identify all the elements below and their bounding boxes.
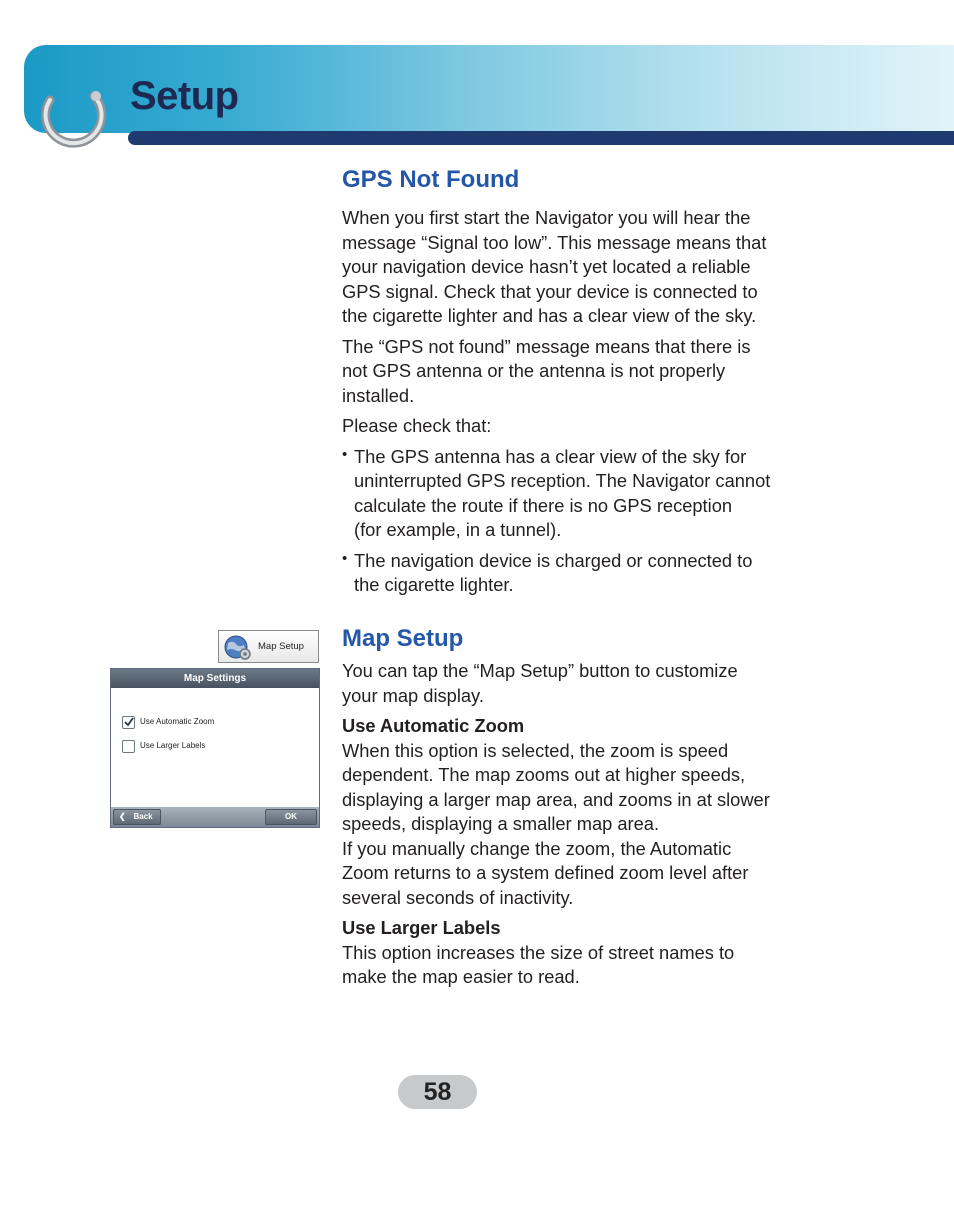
text-line: installed. xyxy=(342,384,415,406)
text-line: several seconds of inactivity. xyxy=(342,886,574,908)
text-line: your map display. xyxy=(342,684,484,706)
text-line: The navigation device is charged or connected to xyxy=(354,549,753,571)
text-line: When you first start the Navigator you will hear the xyxy=(342,207,751,228)
text-line: This option increases the size of street names to xyxy=(342,941,735,963)
text-line: the cigarette lighter and has a clear view of the sky. xyxy=(342,305,757,326)
text-line: displaying a larger map area, and zooms in at slower xyxy=(342,788,770,810)
check-list xyxy=(342,445,832,598)
text-line: make the map easier to read. xyxy=(342,966,580,987)
globe-settings-icon xyxy=(223,634,253,661)
gps-paragraph-1 xyxy=(342,206,832,329)
text-line: You can tap the “Map Setup” button to customize xyxy=(342,660,738,681)
back-button-label: Back xyxy=(133,812,153,821)
header-underline-bar xyxy=(128,131,954,145)
text-line: Zoom returns to a system defined zoom level after xyxy=(342,862,749,883)
subheading-larger-labels: Use Larger Labels xyxy=(342,917,501,938)
gps-not-found-section xyxy=(342,166,832,598)
map-intro xyxy=(342,659,832,708)
checkmark-icon xyxy=(123,716,135,728)
auto-zoom-description xyxy=(342,739,832,911)
list-item xyxy=(342,445,832,543)
ok-button[interactable]: OK xyxy=(265,809,317,825)
text-line: speeds, displaying a smaller map area. xyxy=(342,813,660,834)
checkbox-checked[interactable] xyxy=(122,716,135,729)
text-line: calculate the route if there is no GPS reception xyxy=(354,494,733,516)
map-settings-dialog xyxy=(110,668,320,828)
text-line: GPS signal. Check that your device is connected to xyxy=(342,280,758,302)
text-line: dependent. The map zooms out at higher speeds, xyxy=(342,764,746,785)
page-number: 58 xyxy=(398,1075,477,1109)
gps-paragraph-3: Please check that: xyxy=(342,415,492,436)
page-title: Setup xyxy=(130,74,239,118)
text-line: If you manually change the zoom, the Automatic xyxy=(342,837,732,859)
section-heading-gps: GPS Not Found xyxy=(342,166,520,193)
text-line: message “Signal too low”. This message means that xyxy=(342,231,767,253)
text-line: your navigation device hasn’t yet located a reliable xyxy=(342,256,751,277)
text-line: The “GPS not found” message means that there is xyxy=(342,335,751,357)
ring-binder-icon xyxy=(36,82,112,164)
option-label: Use Larger Labels xyxy=(140,741,206,750)
text-line: (for example, in a tunnel). xyxy=(354,519,562,540)
text-line: not GPS antenna or the antenna is not properly xyxy=(342,360,726,381)
text-line: When this option is selected, the zoom is speed xyxy=(342,739,729,761)
chevron-left-icon: ❮ xyxy=(119,812,126,821)
subheading-auto-zoom: Use Automatic Zoom xyxy=(342,715,525,736)
larger-labels-description xyxy=(342,941,832,990)
list-item xyxy=(342,549,832,598)
text-line: The GPS antenna has a clear view of the sky for xyxy=(354,445,747,467)
dialog-title: Map Settings xyxy=(111,669,319,688)
text-line: the cigarette lighter. xyxy=(354,574,514,595)
back-button[interactable] xyxy=(113,809,161,825)
map-setup-button-label: Map Setup xyxy=(258,641,304,652)
map-setup-section xyxy=(342,625,832,990)
gps-paragraph-2 xyxy=(342,335,832,409)
text-line: uninterrupted GPS reception. The Navigator cannot xyxy=(354,470,771,491)
dialog-footer xyxy=(111,807,319,827)
checkbox-unchecked[interactable] xyxy=(122,740,135,753)
section-heading-map-setup: Map Setup xyxy=(342,625,464,652)
map-setup-button[interactable] xyxy=(218,630,319,663)
option-label: Use Automatic Zoom xyxy=(140,717,215,726)
